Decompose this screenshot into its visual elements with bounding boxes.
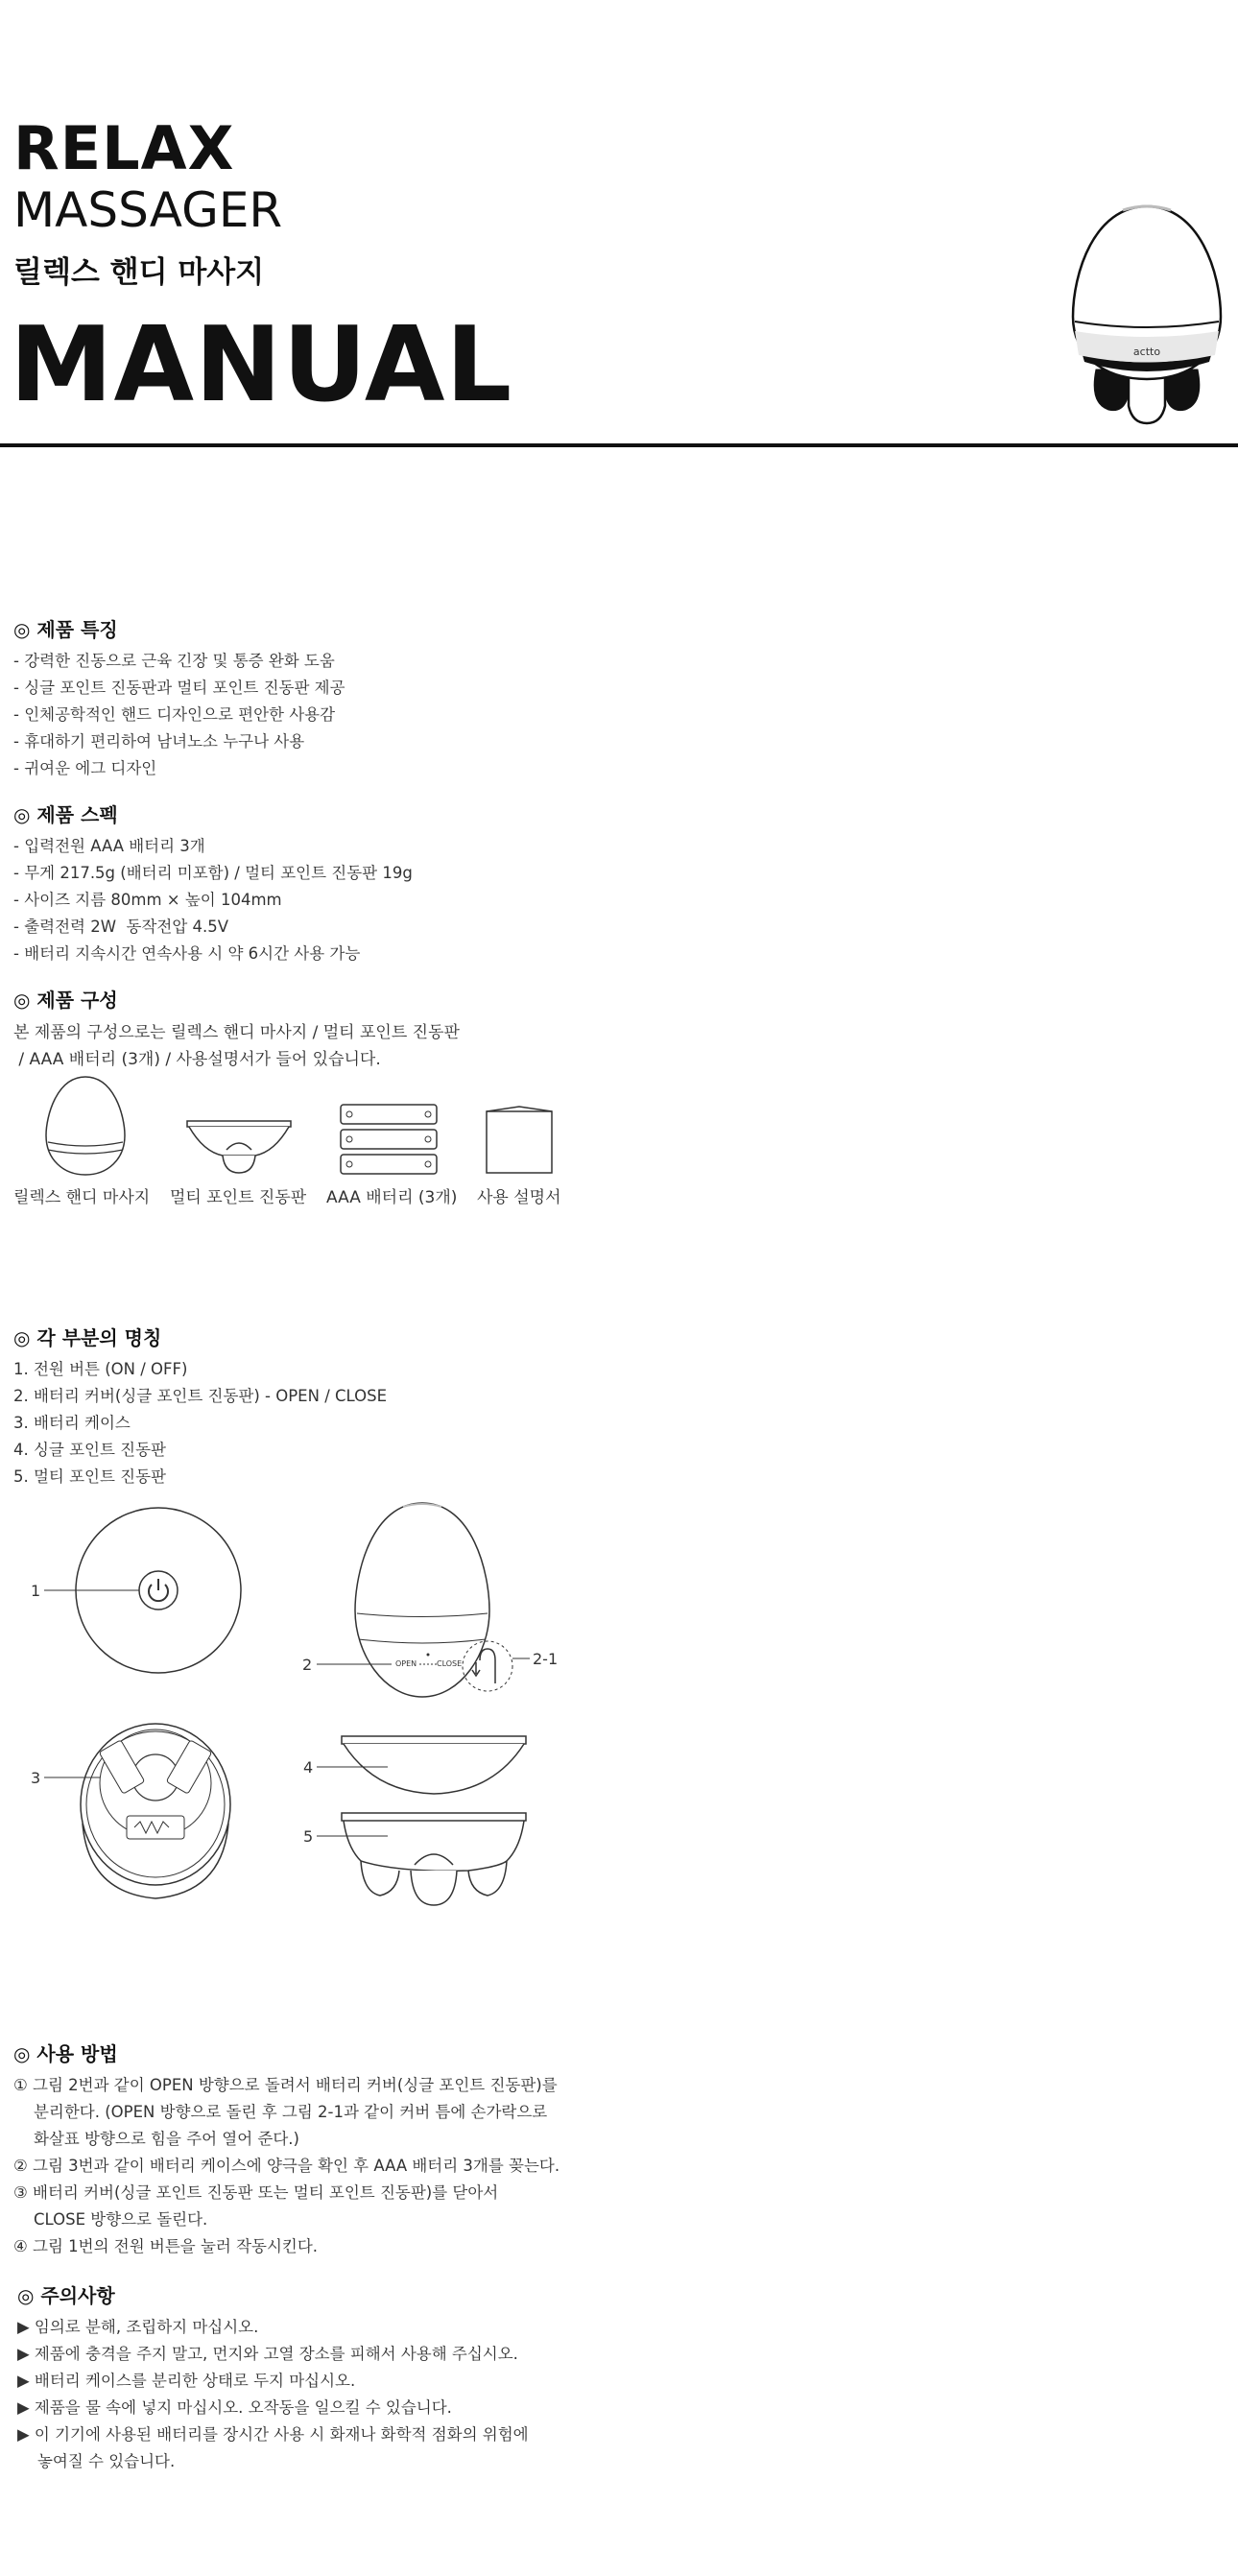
title-relax: RELAX — [13, 113, 235, 183]
caution-line: ▶ 임의로 분해, 조립하지 마십시오. — [17, 2318, 259, 2336]
part-item: 2. 배터리 커버(싱글 포인트 진동판) - OPEN / CLOSE — [13, 1387, 388, 1405]
title-korean: 릴렉스 핸디 마사지 — [13, 255, 265, 290]
usage-heading: ◎ 사용 방법 — [13, 2042, 118, 2065]
manual-booklet-icon — [484, 1104, 555, 1177]
components-desc: / AAA 배터리 (3개) / 사용설명서가 들어 있습니다. — [13, 1050, 381, 1069]
callout-1: 1 — [31, 1582, 41, 1600]
battery-icon — [338, 1102, 440, 1179]
usage-line: 분리한다. (OPEN 방향으로 돌린 후 그림 2-1과 같이 커버 틈에 손가락으로 — [13, 2103, 548, 2121]
multi-point-plate-diagram — [288, 1809, 537, 1915]
feature-item: - 강력한 진동으로 근육 긴장 및 통증 완화 도움 — [13, 652, 335, 670]
components-heading: ◎ 제품 구성 — [13, 989, 118, 1012]
side-view-diagram — [288, 1495, 576, 1702]
spec-item: - 무게 217.5g (배터리 미포함) / 멀티 포인트 진동판 19g — [13, 864, 413, 882]
usage-line: CLOSE 방향으로 돌린다. — [13, 2210, 208, 2229]
component-label: 릴렉스 핸디 마사지 — [13, 1188, 151, 1207]
spec-item: - 배터리 지속시간 연속사용 시 약 6시간 사용 가능 — [13, 944, 361, 963]
egg-icon — [42, 1073, 129, 1179]
parts-heading: ◎ 각 부분의 명칭 — [13, 1326, 162, 1349]
specs-heading: ◎ 제품 스펙 — [13, 803, 118, 826]
feature-item: - 휴대하기 편리하여 남녀노소 누구나 사용 — [13, 732, 305, 751]
feature-item: - 싱글 포인트 진동판과 멀티 포인트 진동판 제공 — [13, 679, 345, 697]
callout-4: 4 — [303, 1758, 314, 1777]
brand-logo: actto — [1132, 346, 1161, 358]
spec-item: - 사이즈 지름 80mm × 높이 104mm — [13, 891, 282, 909]
usage-line: ② 그림 3번과 같이 배터리 케이스에 양극을 확인 후 AAA 배터리 3개를 꽂는다. — [13, 2157, 560, 2175]
header-divider — [0, 443, 1238, 447]
close-label: CLOSE — [437, 1659, 463, 1668]
component-label: AAA 배터리 (3개) — [326, 1188, 458, 1207]
spec-item: - 입력전원 AAA 배터리 3개 — [13, 837, 205, 855]
cautions-heading: ◎ 주의사항 — [17, 2284, 115, 2307]
hero-massager-illustration — [1065, 197, 1228, 427]
caution-line: 놓여질 수 있습니다. — [17, 2452, 176, 2470]
spec-item: - 출력전력 2W 동작전압 4.5V — [13, 918, 229, 936]
part-item: 3. 배터리 케이스 — [13, 1414, 131, 1432]
part-item: 1. 전원 버튼 (ON / OFF) — [13, 1360, 188, 1378]
callout-3: 3 — [31, 1769, 41, 1787]
open-label: OPEN — [395, 1659, 417, 1668]
component-label: 사용 설명서 — [477, 1188, 561, 1207]
components-desc: 본 제품의 구성으로는 릴렉스 핸디 마사지 / 멀티 포인트 진동판 — [13, 1023, 460, 1042]
caution-line: ▶ 배터리 케이스를 분리한 상태로 두지 마십시오. — [17, 2372, 356, 2390]
battery-case-diagram — [19, 1708, 259, 1920]
usage-line: ③ 배터리 커버(싱글 포인트 진동판 또는 멀티 포인트 진동판)를 닫아서 — [13, 2183, 499, 2202]
callout-2-1: 2-1 — [533, 1650, 559, 1668]
top-view-diagram — [19, 1502, 250, 1675]
usage-line: 화살표 방향으로 힘을 주어 열어 준다.) — [13, 2130, 299, 2148]
part-item: 4. 싱글 포인트 진동판 — [13, 1441, 166, 1459]
component-label: 멀티 포인트 진동판 — [170, 1188, 307, 1207]
caution-line: ▶ 제품에 충격을 주지 말고, 먼지와 고열 장소를 피해서 사용해 주십시오. — [17, 2345, 518, 2363]
caution-line: ▶ 제품을 물 속에 넣지 마십시오. 오작동을 일으킬 수 있습니다. — [17, 2398, 452, 2417]
caution-line: ▶ 이 기기에 사용된 배터리를 장시간 사용 시 화재나 화학적 점화의 위험에 — [17, 2425, 529, 2444]
part-item: 5. 멀티 포인트 진동판 — [13, 1467, 166, 1486]
title-massager: MASSAGER — [13, 182, 283, 238]
title-manual: MANUAL — [10, 305, 513, 425]
feature-item: - 귀여운 에그 디자인 — [13, 759, 157, 777]
usage-line: ④ 그림 1번의 전원 버튼을 눌러 작동시킨다. — [13, 2237, 319, 2255]
single-point-plate-diagram — [288, 1732, 537, 1809]
callout-5: 5 — [303, 1827, 314, 1846]
usage-line: ① 그림 2번과 같이 OPEN 방향으로 돌려서 배터리 커버(싱글 포인트 진동판)를 — [13, 2076, 558, 2094]
multi-point-plate-icon — [184, 1113, 294, 1181]
callout-2: 2 — [302, 1656, 313, 1674]
features-heading: ◎ 제품 특징 — [13, 618, 118, 641]
feature-item: - 인체공학적인 핸드 디자인으로 편안한 사용감 — [13, 705, 336, 724]
